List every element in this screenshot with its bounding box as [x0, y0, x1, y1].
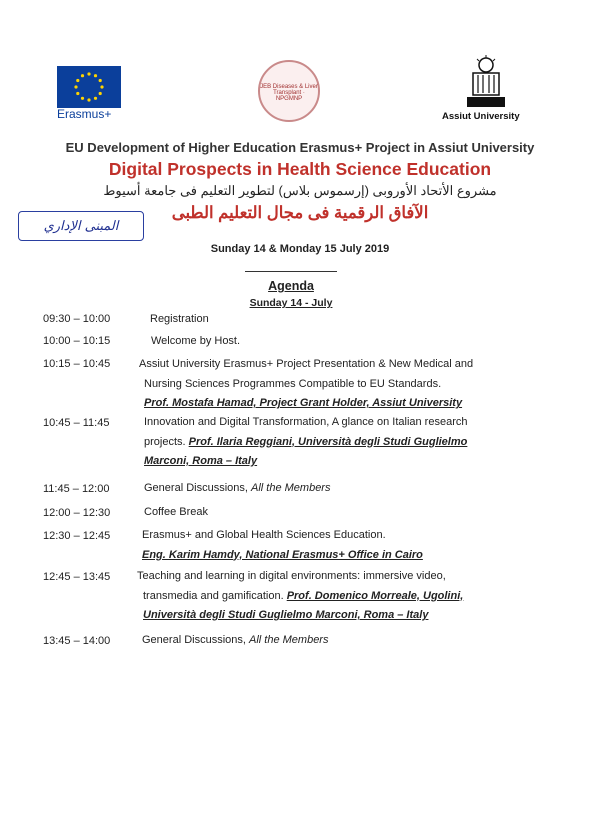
agenda-time: 12:30 – 12:45: [43, 530, 111, 542]
agenda-time: 13:45 – 14:00: [43, 635, 111, 647]
project-line: EU Development of Higher Education Erasmus+ Project in Assiut University: [65, 140, 535, 155]
agenda-time: 10:15 – 10:45: [43, 358, 111, 370]
speaker-name: Prof. Mostafa Hamad, Project Grant Holder, Assiut University: [144, 397, 463, 409]
event-dates: Sunday 14 & Monday 15 July 2019: [210, 243, 390, 255]
arabic-project-line: مشروع الأتحاد الأوروبى (إرسموس بلاس) لتطوير التعليم فى جامعة أسيوط: [103, 183, 497, 198]
agenda-item: Teaching and learning in digital environments: immersive video, transmedia and gamification. Prof. Domenico Morreale, Ugolini, Università degli Studi Guglielmo Marconi, Roma – Italy: [137, 567, 463, 626]
eu-stars-icon: [57, 66, 121, 108]
arabic-title: الآفاق الرقمية فى مجال التعليم الطبى: [171, 204, 429, 222]
agenda-time: 10:00 – 10:15: [43, 335, 111, 347]
agenda-time: 11:45 – 12:00: [43, 483, 110, 495]
erasmus-caption: Erasmus+: [57, 107, 112, 121]
assiut-university-logo: [465, 55, 507, 109]
agenda-time: 12:00 – 12:30: [43, 507, 111, 519]
agenda-day: Sunday 14 - July: [249, 297, 333, 309]
agenda-item: Registration: [150, 313, 209, 325]
speaker-name: Prof. Ilaria Reggiani, Università degli Studi Guglielmo: [188, 435, 468, 448]
agenda-time: 09:30 – 10:00: [43, 313, 111, 325]
eu-flag-logo: [57, 66, 121, 108]
agenda-item: General Discussions, All the Members: [144, 482, 331, 494]
agenda-item: General Discussions, All the Members: [142, 634, 329, 646]
university-caption: Assiut University: [442, 111, 520, 122]
agenda-time: 10:45 – 11:45: [43, 417, 110, 429]
agenda-item: Coffee Break: [144, 506, 209, 518]
agenda-item: Welcome by Host.: [151, 335, 241, 347]
seal-text: JEB Diseases & Liver Transplant · NPGMNP: [260, 84, 318, 102]
agenda-item: Assiut University Erasmus+ Project Presentation & New Medical and Nursing Sciences Programmes Compatible to EU Standards. Prof. Mostafa Hamad, Project Grant Holder, Assiut University: [139, 355, 473, 414]
handwritten-note: المبنى الإداري: [18, 211, 144, 241]
document-title: Digital Prospects in Health Science Education: [108, 159, 492, 179]
divider: [245, 271, 337, 272]
speaker-affiliation: Università degli Studi Guglielmo Marconi, Roma – Italy: [143, 609, 429, 621]
speaker-name: Prof. Domenico Morreale, Ugolini,: [286, 589, 464, 602]
agenda-item: Innovation and Digital Transformation, A glance on Italian research projects. Prof. Ilaria Reggiani, Università degli Studi Guglielmo Marconi, Roma – Italy: [144, 413, 467, 472]
agenda-heading: Agenda: [268, 279, 314, 293]
speaker-affiliation: Marconi, Roma – Italy: [144, 455, 258, 467]
agenda-time: 12:45 – 13:45: [43, 571, 111, 583]
hospital-seal-logo: [258, 60, 320, 122]
speaker-name: Eng. Karim Hamdy, National Erasmus+ Office in Cairo: [142, 548, 423, 561]
agenda-item: Erasmus+ and Global Health Sciences Education. Eng. Karim Hamdy, National Erasmus+ Office in Cairo: [142, 526, 423, 565]
